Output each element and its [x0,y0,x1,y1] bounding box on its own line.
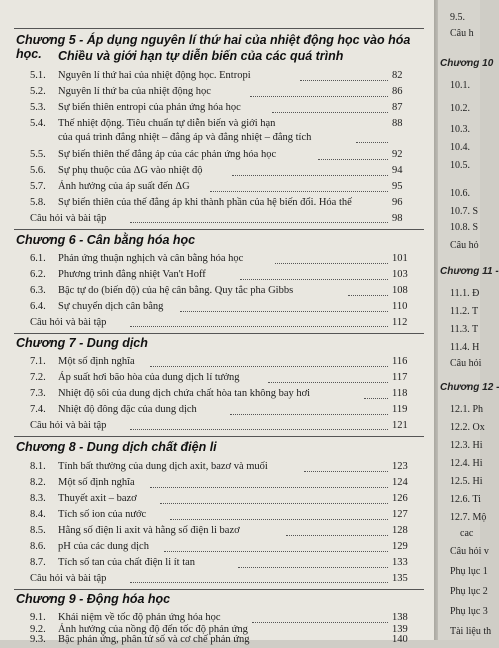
entry-title: Sự chuyển dịch cân bằng [58,301,164,312]
chapter-title: Chương 9 - Động hóa học [16,592,171,606]
facing-line: 12.4. Hi [450,458,483,469]
toc-entry[interactable] [0,404,438,418]
toc-entry[interactable] [0,557,438,571]
entry-number: 7.2. [30,372,46,383]
leader-dots [130,222,388,223]
leader-dots [275,263,388,264]
leader-dots [150,487,388,488]
facing-line: 11.4. H [450,342,480,353]
entry-title: Bậc phản ứng, phân tử số và cơ chế phản ứng [58,634,250,645]
facing-line: cac [460,528,474,539]
entry-number: 5.4. [30,118,46,129]
facing-line: Câu hỏi v [450,546,489,557]
leader-dots [348,295,388,296]
entry-title: Phương trình đẳng nhiệt Van't Hoff [58,269,206,280]
toc-entry[interactable] [0,356,438,370]
questions-exercises-page: 121 [392,420,408,431]
questions-exercises-page: 112 [392,317,408,328]
entry-title: Tích số tan của chất điện li ít tan [58,557,196,568]
toc-entry[interactable] [0,493,438,507]
entry-title: Sự phụ thuộc của ΔG vào nhiệt độ [58,165,203,176]
entry-page: 127 [392,509,408,520]
facing-line: 12.5. Hi [450,476,483,487]
entry-page: 139 [392,624,408,635]
entry-number: 6.2. [30,269,46,280]
entry-number: 6.4. [30,301,46,312]
entry-page: 138 [392,612,408,623]
entry-number: 8.7. [30,557,46,568]
entry-page: 87 [392,102,403,113]
entry-number: 8.4. [30,509,46,520]
chapter-title: Chương 7 - Dung dịch [16,336,148,350]
chapter-title-line2: Chiều và giới hạn tự diễn biến của các quá trình [58,49,344,63]
entry-title: Ảnh hưởng của áp suất đến ΔG [58,181,190,192]
entry-title: Khái niệm về tốc độ phản ứng hóa học [58,612,221,623]
entry-page: 108 [392,285,408,296]
chapter-title: Chương 6 - Cân bằng hóa học [16,233,196,247]
leader-dots [164,551,388,552]
toc-entry[interactable] [0,253,438,267]
entry-page: 101 [392,253,408,264]
facing-chapter: Chương 10 [440,58,494,69]
questions-exercises-page: 98 [392,213,403,224]
entry-title: Sự biến thiên entropi của phản ứng hóa học [58,102,241,113]
entry-number: 9.1. [30,612,46,623]
entry-title: Nguyên lí thứ hai của nhiệt động học. Entropi [58,70,251,81]
leader-dots [240,279,388,280]
facing-line: 10.6. [450,188,470,199]
leader-dots [268,382,388,383]
entry-number: 9.2. [30,624,46,635]
toc-entry[interactable] [0,269,438,283]
toc-entry[interactable] [0,70,438,84]
leader-dots [286,535,388,536]
entry-number: 8.3. [30,493,46,504]
entry-page: 117 [392,372,408,383]
entry-title: Bậc tự do (biến độ) của hệ cân bằng. Quy tắc pha Gibbs [58,285,294,296]
entry-number: 8.5. [30,525,46,536]
toc-entry[interactable] [0,477,438,491]
leader-dots [150,366,388,367]
section-rule [14,229,424,230]
leader-dots [300,80,388,81]
leader-dots [130,582,388,583]
facing-line: 12.3. Hi [450,440,483,451]
entry-number: 5.8. [30,197,46,208]
entry-page: 133 [392,557,408,568]
entry-title: Nhiệt độ sôi của dung dịch chứa chất hòa tan không bay hơi [58,388,311,399]
entry-title: Áp suất hơi bão hòa của dung dịch lí tưởng [58,372,240,383]
toc-entry[interactable] [0,541,438,555]
entry-page: 128 [392,525,408,536]
facing-line: Phụ lục 2 [450,586,488,597]
entry-page: 129 [392,541,408,552]
entry-title-continued: của quá trình đẳng nhiệt – đẳng áp và đẳng nhiệt – đẳng tích [58,132,312,143]
entry-page: 110 [392,301,408,312]
leader-dots [180,311,388,312]
entry-page: 96 [392,197,403,208]
facing-line: 12.6. Ti [450,494,481,505]
facing-line: 12.7. Mộ [450,512,487,523]
facing-line: Tài liệu th [450,626,492,637]
top-rule [14,28,424,29]
leader-dots [130,326,388,327]
leader-dots [170,519,388,520]
facing-line: 10.4. [450,142,470,153]
entry-page: 119 [392,404,408,415]
facing-line: 10.8. S [450,222,479,233]
entry-page: 94 [392,165,403,176]
facing-line: 11.1. Đ [450,288,480,299]
entry-page: 103 [392,269,408,280]
entry-page: 88 [392,118,403,129]
entry-title: Nhiệt độ đông đặc của dung dịch [58,404,197,415]
facing-line: Câu hỏi [450,358,482,369]
facing-line: Câu h [450,28,474,39]
questions-exercises[interactable]: Câu hỏi và bài tập [30,420,107,431]
questions-exercises-page: 135 [392,573,408,584]
facing-page [438,0,499,640]
leader-dots [210,191,388,192]
questions-exercises[interactable]: Câu hỏi và bài tập [30,317,107,328]
leader-dots [364,398,388,399]
entry-page: 92 [392,149,403,160]
toc-entry[interactable] [0,634,438,648]
entry-title: pH của các dung dịch [58,541,149,552]
facing-line: 10.7. S [450,206,479,217]
toc-entry[interactable] [0,118,438,148]
entry-number: 6.3. [30,285,46,296]
facing-line: 12.2. Ox [450,422,485,433]
entry-number: 5.3. [30,102,46,113]
toc-entry[interactable] [0,181,438,195]
toc-entry[interactable] [0,165,438,179]
entry-title: Thuyết axit – bazơ [58,493,137,504]
leader-dots [130,429,388,430]
leader-dots [272,112,388,113]
leader-dots [252,622,388,623]
facing-line: 10.3. [450,124,470,135]
section-rule [14,589,424,590]
entry-title: Tích số ion của nước [58,509,147,520]
entry-title: Phản ứng thuận nghịch và cân bằng hóa học [58,253,244,264]
leader-dots [232,175,388,176]
entry-page: 140 [392,634,408,645]
leader-dots [160,503,388,504]
entry-title: Hằng số điện li axit và hằng số điện li bazơ [58,525,240,536]
entry-title: Sự biến thiên của thế đẳng áp khi thành phần của hệ biến đổi. Hóa thế [58,197,352,208]
questions-exercises[interactable]: Câu hỏi và bài tập [30,573,107,584]
entry-number: 7.1. [30,356,46,367]
entry-page: 116 [392,356,408,367]
toc-entry[interactable] [0,388,438,402]
facing-line: 9.5. [450,12,465,23]
entry-number: 8.1. [30,461,46,472]
facing-line: 11.3. T [450,324,479,335]
toc-entry[interactable] [0,102,438,116]
entry-title: Sự biến thiên thế đẳng áp của các phản ứng hóa học [58,149,277,160]
entry-number: 9.3. [30,634,46,645]
entry-title: Ảnh hưởng của nồng độ đến tốc độ phản ứng [58,624,248,635]
entry-page: 86 [392,86,403,97]
facing-line: 10.1. [450,80,470,91]
facing-line: Phụ lục 1 [450,566,488,577]
entry-title: Thế nhiệt động. Tiêu chuẩn tự diễn biến và giới hạn [58,118,276,129]
leader-dots [250,96,388,97]
chapter-title: Chương 8 - Dung dịch chất điện li [16,440,217,454]
facing-line: 11.2. T [450,306,479,317]
entry-number: 5.6. [30,165,46,176]
entry-page: 95 [392,181,403,192]
toc-entry[interactable] [0,372,438,386]
facing-line: 12.1. Ph [450,404,484,415]
toc-entry[interactable] [0,149,438,163]
toc-entry[interactable] [0,301,438,315]
entry-number: 5.2. [30,86,46,97]
entry-page: 126 [392,493,408,504]
facing-line: 10.2. [450,103,470,114]
chapter-title: Chương 5 - Áp dụng nguyên lí thứ hai của nhiệt động học vào hóa học. [16,33,411,61]
toc-entry[interactable] [0,285,438,299]
facing-line: 10.5. [450,160,470,171]
entry-page: 82 [392,70,403,81]
leader-dots [230,414,388,415]
entry-page: 118 [392,388,408,399]
entry-number: 5.1. [30,70,46,81]
facing-chapter: Chương 12 - [440,382,499,393]
entry-title: Nguyên lí thứ ba của nhiệt động học [58,86,211,97]
facing-chapter: Chương 11 - [440,266,499,277]
entry-number: 7.4. [30,404,46,415]
facing-line: Câu hỏ [450,240,479,251]
entry-number: 8.2. [30,477,46,488]
toc-entry[interactable] [0,525,438,539]
entry-number: 8.6. [30,541,46,552]
entry-page: 123 [392,461,408,472]
entry-title: Tính bất thường của dung dịch axit, bazơ và muối [58,461,268,472]
entry-page: 124 [392,477,408,488]
entry-title: Một số định nghĩa [58,356,135,367]
toc-entry[interactable] [0,461,438,475]
leader-dots [318,159,388,160]
entry-title: Một số định nghĩa [58,477,135,488]
leader-dots [356,142,388,143]
entry-number: 5.5. [30,149,46,160]
facing-line: Phụ lục 3 [450,606,488,617]
section-rule [14,436,424,437]
leader-dots [238,567,388,568]
toc-entry[interactable] [0,197,438,211]
questions-exercises[interactable]: Câu hỏi và bài tập [30,213,107,224]
entry-number: 6.1. [30,253,46,264]
leader-dots [304,471,388,472]
toc-entry[interactable] [0,86,438,100]
entry-number: 5.7. [30,181,46,192]
entry-number: 7.3. [30,388,46,399]
section-rule [14,333,424,334]
toc-entry[interactable] [0,509,438,523]
